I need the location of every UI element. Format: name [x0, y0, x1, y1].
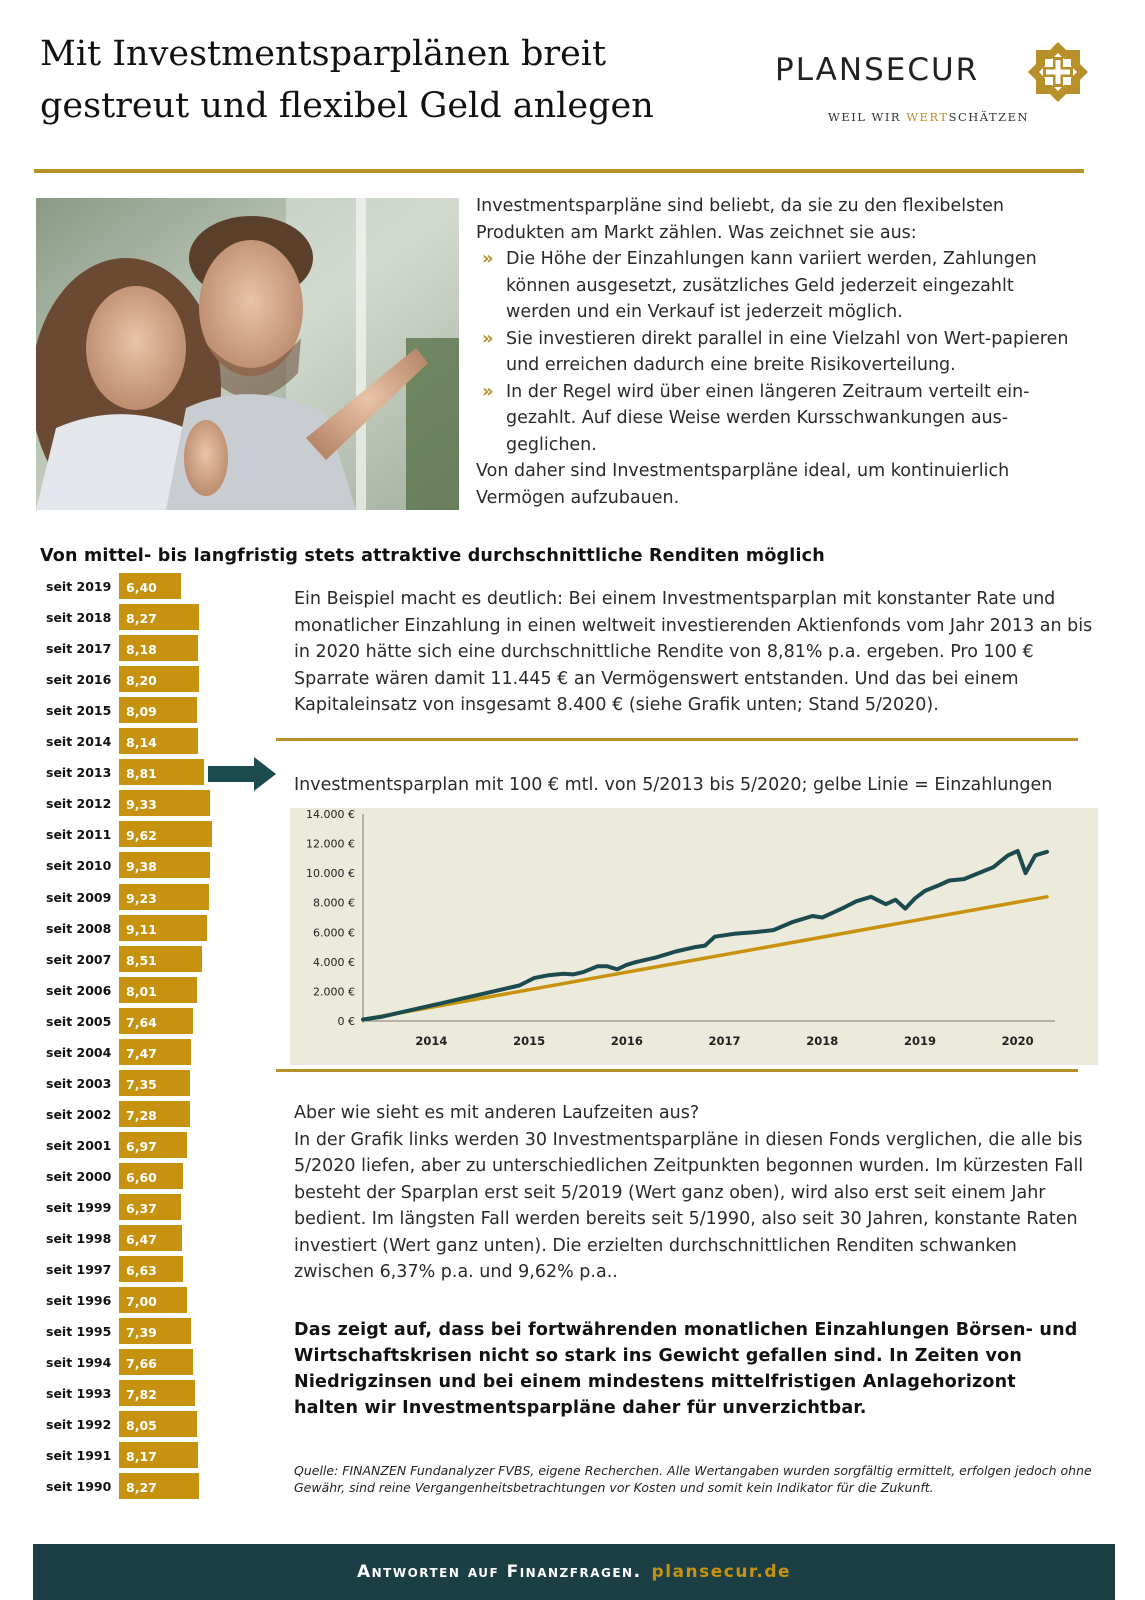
bar-category-label: seit 2015	[46, 703, 112, 719]
return-bar	[119, 852, 210, 878]
bar-category-label: seit 2010	[46, 858, 112, 874]
return-bar	[119, 1287, 187, 1313]
bar-category-label: seit 2008	[46, 920, 112, 936]
chevron-right-icon: »	[482, 327, 494, 349]
bar-category-label: seit 2017	[46, 641, 112, 657]
return-bar	[119, 1473, 199, 1499]
return-bar	[119, 1039, 191, 1065]
bar-category-label: seit 2002	[46, 1106, 112, 1122]
tagline-part1: WEIL WIR	[828, 110, 907, 124]
bar-value-label: 8,51	[126, 952, 157, 968]
return-bar	[119, 977, 197, 1003]
bar-value-label: 8,09	[126, 704, 157, 720]
bar-value-label: 7,35	[126, 1076, 157, 1092]
couple-photo-illustration	[36, 198, 459, 510]
return-bar	[119, 1132, 187, 1158]
bar-value-label: 7,00	[126, 1294, 157, 1310]
bar-value-label: 7,64	[126, 1014, 157, 1030]
chevron-right-icon: »	[482, 380, 494, 402]
bar-value-label: 8,05	[126, 1418, 157, 1434]
brand-wordmark: PLANSECUR	[775, 52, 980, 88]
return-bar	[119, 821, 212, 847]
bar-value-label: 9,11	[126, 921, 157, 937]
return-bar	[119, 666, 199, 692]
y-tick-label: 2.000 €	[313, 985, 355, 999]
intro-text	[476, 193, 1076, 511]
plansecur-cross-logo-icon	[1028, 42, 1088, 102]
bar-value-label: 9,23	[126, 890, 157, 906]
bar-value-label: 9,38	[126, 859, 157, 875]
list-item	[476, 246, 1076, 326]
tagline-part2: SCHÄTZEN	[948, 110, 1030, 124]
bar-category-label: seit 2016	[46, 672, 112, 688]
bar-value-label: 6,97	[126, 1138, 157, 1154]
return-bar	[119, 790, 210, 816]
x-tick-label: 2016	[610, 1034, 643, 1048]
bar-category-label: seit 1992	[46, 1417, 112, 1433]
bar-value-label: 9,33	[126, 797, 157, 813]
bar-category-label: seit 1999	[46, 1200, 112, 1215]
comparison-body: In der Grafik links werden 30 Investmentsparpläne in diesen Fonds verglichen, die alle bis 5/2020 liefen, aber zu unterschiedlichen Zeitpunkten begonnen wurden. Im kürzesten Fall besteht der Sparplan erst seit 5/2019 (Wert ganz oben), wird also erst seit einem Jahr bedient. Im längsten Fall werden bereits seit 5/1990, also seit 30 Jahren, konstante Raten investiert (Wert ganz unten). Die erzielten durchschnittlichen Renditen schwanken zwischen 6,37% p.a. und 9,62% p.a..	[294, 1129, 1084, 1282]
bar-value-label: 7,47	[126, 1045, 157, 1061]
tagline-highlight: WERT	[906, 110, 949, 124]
bar-category-label: seit 2001	[46, 1137, 112, 1153]
bar-category-label: seit 2011	[46, 827, 112, 843]
chart-caption: Investmentsparplan mit 100 € mtl. von 5/2013 bis 5/2020; gelbe Linie = Einzahlungen	[294, 775, 1053, 795]
x-tick-label: 2020	[1001, 1034, 1034, 1048]
bar-category-label: seit 2019	[46, 579, 112, 594]
page-title	[40, 28, 740, 132]
bar-category-label: seit 2013	[46, 765, 112, 781]
return-bar	[119, 604, 199, 630]
returns-heading: Von mittel- bis langfristig stets attraktive durchschnittliche Renditen möglich	[40, 546, 825, 566]
return-bar	[119, 1442, 198, 1468]
bar-category-label: seit 2018	[46, 610, 112, 626]
return-bar	[119, 1256, 183, 1282]
section-divider	[276, 1069, 1078, 1072]
line-chart-panel	[290, 808, 1098, 1065]
return-bar	[119, 697, 197, 723]
x-tick-label: 2018	[806, 1034, 839, 1048]
title-line-1: Mit Investmentsparplänen breit	[40, 34, 607, 74]
return-bar	[119, 1008, 193, 1034]
return-bar	[119, 1101, 190, 1127]
bar-value-label: 6,40	[126, 580, 157, 595]
footer-url-link[interactable]: plansecur.de	[651, 1562, 792, 1582]
bar-value-label: 6,63	[126, 1263, 157, 1279]
list-item	[476, 379, 1076, 459]
comparison-text	[294, 1100, 1094, 1286]
y-tick-label: 10.000 €	[306, 867, 355, 881]
bar-category-label: seit 1993	[46, 1386, 112, 1402]
bar-value-label: 6,37	[126, 1201, 157, 1216]
return-bar	[119, 1163, 183, 1189]
intro-closing: Von daher sind Investmentsparpläne ideal, um kontinuierlich Vermögen aufzubauen.	[476, 461, 1010, 508]
bar-category-label: seit 1996	[46, 1293, 112, 1309]
bar-value-label: 7,66	[126, 1356, 157, 1372]
section-divider	[276, 738, 1078, 741]
bar-value-label: 8,14	[126, 735, 157, 751]
title-line-2: gestreut und flexibel Geld anlegen	[40, 86, 654, 126]
couple-photo	[36, 198, 459, 510]
return-bar	[119, 1411, 197, 1437]
return-bar	[119, 884, 209, 910]
y-tick-label: 4.000 €	[313, 955, 355, 969]
bar-category-label: seit 2007	[46, 951, 112, 967]
feature-text: In der Regel wird über einen längeren Zeitraum verteilt ein-gezahlt. Auf diese Weise werden Kursschwankungen aus-geglichen.	[506, 381, 1030, 455]
bar-value-label: 8,20	[126, 673, 157, 689]
x-tick-label: 2017	[708, 1034, 741, 1048]
bar-category-label: seit 2012	[46, 796, 112, 812]
footer-slogan: Antworten auf Finanzfragen.	[356, 1562, 642, 1582]
footer-banner	[33, 1544, 1115, 1600]
chevron-right-icon: »	[482, 248, 494, 269]
bar-value-label: 6,47	[126, 1232, 157, 1248]
y-tick-label: 14.000 €	[306, 808, 355, 821]
bar-category-label: seit 2003	[46, 1075, 112, 1091]
contributions-line	[363, 897, 1047, 1020]
conclusion-text: Das zeigt auf, dass bei fortwährenden monatlichen Einzahlungen Börsen- und Wirtschaftskrisen nicht so stark ins Gewicht gefallen sind. In Zeiten von Niedrigzinsen und bei einem mindestens mittelfristigen Anlagehorizont halten wir Investmentsparpläne daher für unverzichtbar.	[294, 1320, 1078, 1418]
bar-value-label: 8,81	[126, 766, 157, 782]
intro-lead: Investmentsparpläne sind beliebt, da sie zu den flexibelsten Produkten am Markt zählen. Was zeichnet sie aus:	[476, 196, 1004, 243]
example-text: Ein Beispiel macht es deutlich: Bei einem Investmentsparplan mit konstanter Rate und monatlicher Einzahlung in einen weltweit investierenden Aktienfonds vom Jahr 2013 an bis in 2020 hätte sich eine durchschnittliche Rendite von 8,81% p.a. ergeben. Pro 100 € Sparrate wären damit 11.445 € an Vermögenswert entstanden. Und das bei einem Kapitaleinsatz von insgesamt 8.400 € (siehe Grafik unten; Stand 5/2020).	[294, 589, 1093, 715]
return-bar	[119, 946, 202, 972]
source-note: Quelle: FINANZEN Fundanalyzer FVBS, eigene Recherchen. Alle Wertangaben wurden sorgfältig ermittelt, erfolgen jedoch ohne Gewähr, sind reine Vergangenheitsbetrachtungen vor Kosten und somit kein Indikator für die Zukunft.	[294, 1463, 1092, 1495]
bar-category-label: seit 1991	[46, 1448, 112, 1464]
return-bar	[119, 1194, 181, 1220]
bar-value-label: 7,82	[126, 1387, 157, 1403]
y-tick-label: 12.000 €	[306, 837, 355, 851]
comparison-question: Aber wie sieht es mit anderen Laufzeiten aus?	[294, 1103, 700, 1123]
bar-category-label: seit 1990	[46, 1479, 112, 1495]
bar-category-label: seit 1998	[46, 1231, 112, 1247]
return-bar	[119, 635, 198, 661]
return-bar	[119, 915, 207, 941]
brand-tagline	[828, 110, 1029, 124]
x-tick-label: 2014	[415, 1034, 448, 1048]
bar-category-label: seit 1997	[46, 1262, 112, 1278]
x-tick-label: 2015	[513, 1034, 546, 1048]
list-item	[476, 326, 1076, 379]
bar-category-label: seit 1994	[46, 1355, 112, 1371]
y-tick-label: 0 €	[337, 1015, 355, 1028]
feature-text: Die Höhe der Einzahlungen kann variiert werden, Zahlungen können ausgesetzt, zusätzliches Geld jederzeit eingezahlt werden und ein Verkauf ist jederzeit möglich.	[506, 249, 1037, 322]
bar-value-label: 8,01	[126, 983, 157, 999]
bar-category-label: seit 2006	[46, 982, 112, 998]
savings-line-chart	[290, 808, 1098, 1065]
y-tick-label: 6.000 €	[313, 926, 355, 940]
return-bar	[119, 1380, 195, 1406]
portfolio-value-line	[363, 851, 1047, 1020]
return-bar	[119, 1349, 193, 1375]
bar-category-label: seit 2009	[46, 889, 112, 905]
bar-category-label: seit 2005	[46, 1013, 112, 1029]
bar-value-label: 7,28	[126, 1107, 157, 1123]
bar-category-label: seit 1995	[46, 1324, 112, 1340]
x-tick-label: 2019	[903, 1034, 936, 1048]
bar-value-label: 8,17	[126, 1449, 157, 1465]
return-bar	[119, 1225, 182, 1251]
bar-value-label: 6,60	[126, 1169, 157, 1185]
feature-text: Sie investieren direkt parallel in eine Vielzahl von Wert-papieren und erreichen dadurch eine breite Risikoverteilung.	[506, 328, 1069, 375]
bar-category-label: seit 2000	[46, 1168, 112, 1184]
header-divider	[34, 169, 1084, 173]
return-bar	[119, 728, 198, 754]
return-bar	[119, 759, 204, 785]
bar-value-label: 7,39	[126, 1325, 157, 1341]
arrow-right-icon	[208, 757, 276, 791]
bar-category-label: seit 2004	[46, 1044, 112, 1060]
y-tick-label: 8.000 €	[313, 896, 355, 910]
return-bar	[119, 1070, 190, 1096]
bar-category-label: seit 2014	[46, 734, 112, 750]
feature-list	[476, 246, 1076, 458]
return-bar	[119, 1318, 191, 1344]
bar-value-label: 9,62	[126, 828, 157, 844]
bar-value-label: 8,27	[126, 611, 157, 627]
bar-value-label: 8,27	[126, 1480, 157, 1496]
return-bar	[119, 573, 181, 599]
bar-value-label: 8,18	[126, 642, 157, 658]
